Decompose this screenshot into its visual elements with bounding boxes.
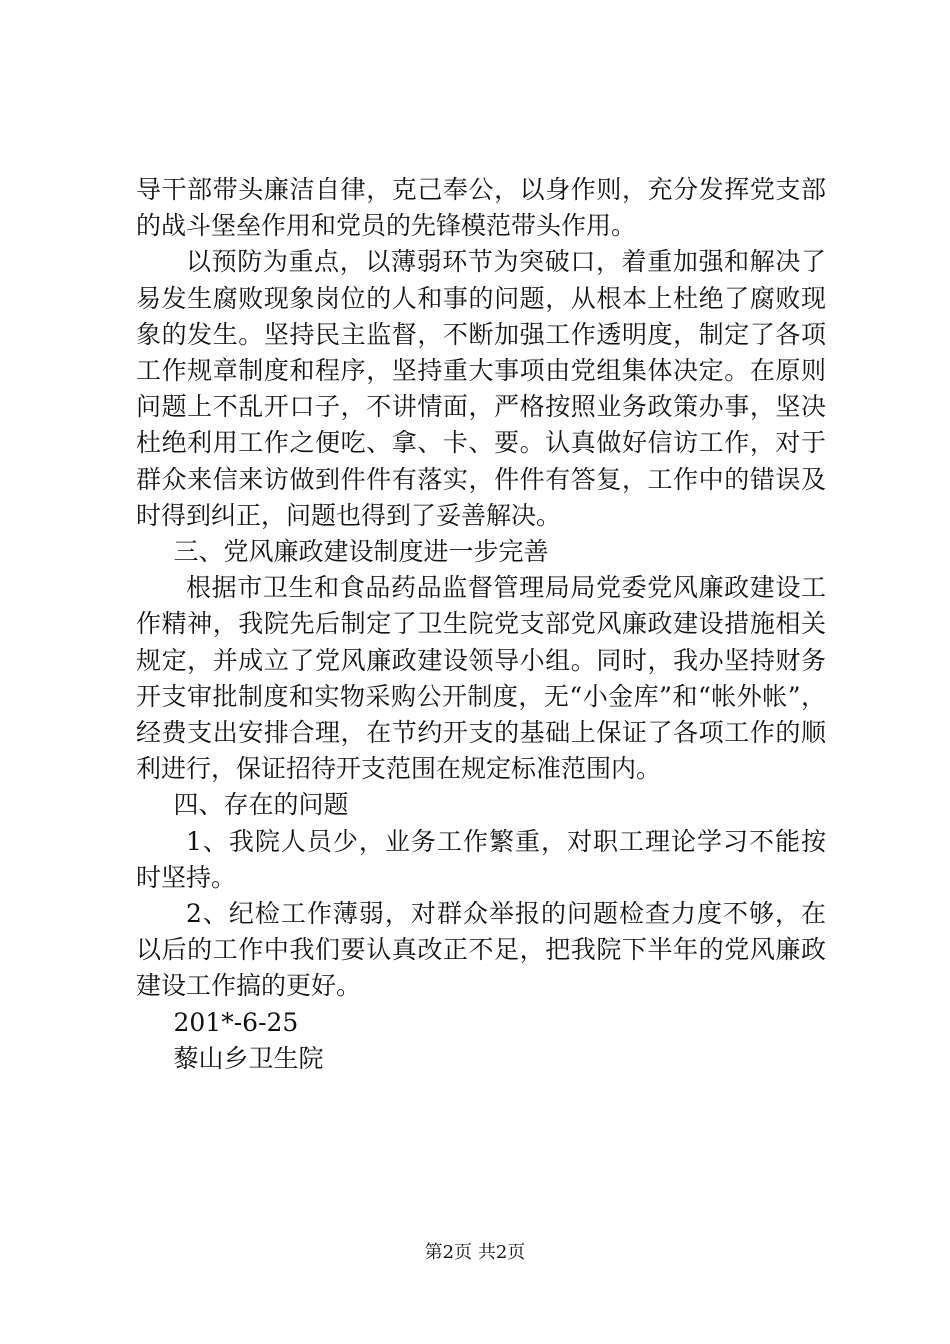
- document-body: [136, 172, 826, 1077]
- problem-item-2: 2、纪检工作薄弱，对群众举报的问题检查力度不够，在以后的工作中我们要认真改正不足，把我院下半年的党风廉政建设工作搞的更好。: [136, 899, 826, 1001]
- paragraph-leadership-discipline: 导干部带头廉洁自律，克己奉公，以身作则，充分发挥党支部的战斗堡垒作用和党员的先锋模范带头作用。: [136, 175, 826, 241]
- section-heading-existing-problems: 四、存在的问题: [173, 790, 349, 820]
- document-organization: 藜山乡卫生院: [173, 1043, 324, 1073]
- paragraph-prevention-focus: 以预防为重点，以薄弱环节为突破口，着重加强和解决了易发生腐败现象岗位的人和事的问题，从根本上杜绝了腐败现象的发生。坚持民主监督，不断加强工作透明度，制定了各项工作规章制度和程序，坚持重大事项由党组集体决定。在原则问题上不乱开口子，不讲情面，严格按照业务政策办事，坚决杜绝利用工作之便吃、拿、卡、要。认真做好信访工作，对于群众来信来访做到件件有落实，件件有答复，工作中的错误及时得到纠正，问题也得到了妥善解决。: [136, 247, 826, 530]
- section-heading-system-improvement: 三、党风廉政建设制度进一步完善: [173, 537, 549, 567]
- paragraph-system-measures: 根据市卫生和食品药品监督管理局局党委党风廉政建设工作精神，我院先后制定了卫生院党支部党风廉政建设措施相关规定，并成立了党风廉政建设领导小组。同时，我办坚持财务开支审批制度和实物采购公开制度，无“小金库”和“帐外帐”，经费支出安排合理，在节约开支的基础上保证了各项工作的顺利进行，保证招待开支范围在规定标准范围内。: [136, 573, 826, 784]
- document-date: 201*-6-25: [173, 1007, 299, 1037]
- problem-item-1: 1、我院人员少，业务工作繁重，对职工理论学习不能按时坚持。: [136, 826, 826, 892]
- page-footer: 第2页 共2页: [424, 1242, 526, 1263]
